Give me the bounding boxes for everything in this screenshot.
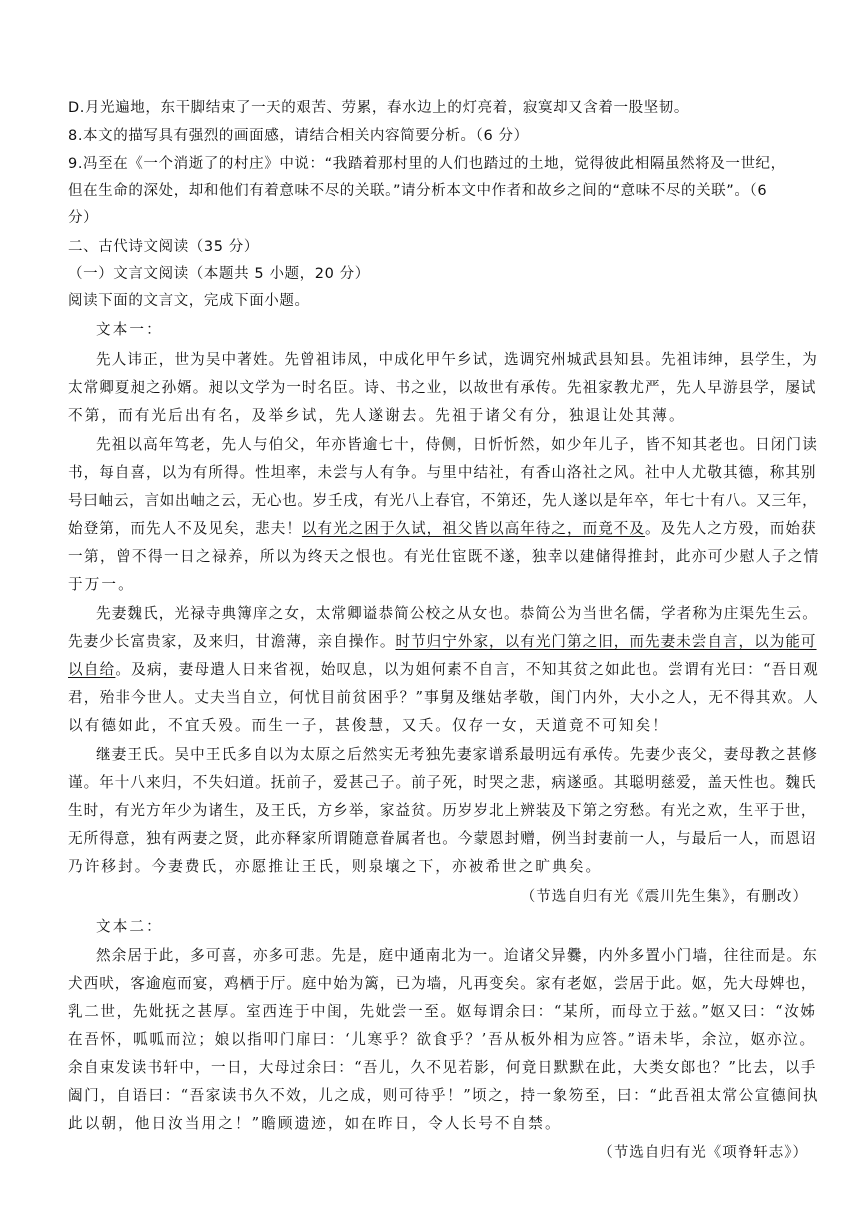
underlined-sentence: 以有光之困于久试，祖父皆以高年待之，而竟不及 (301, 520, 645, 537)
text2-p1-line: 阖门，自语曰：“吾家读书久不效，儿之成，则可待乎！”顷之，持一象笏至，曰：“此吾祖太常公宣德间执 (68, 1087, 820, 1104)
section-subtitle: （一）文言文阅读（本题共 5 小题，20 分） (68, 266, 370, 282)
text1-p4-line: 谨。年十八来归，不失妇道。抚前子，爱甚己子。前子死，时哭之悲，病遂亟。其聪明慈爱，盖天性也。魏氏 (68, 774, 817, 791)
text1-label: 文本一： (96, 321, 163, 338)
text1-p3-line: 先妻魏氏，光禄寺典簿庠之女，太常卿谥恭简公校之从女也。恭简公为当世名儒，学者称为庄渠先生云。 (96, 605, 818, 622)
text1-p3-line: 君，殆非今世人。丈夫当自立，何忧目前贫困乎？”事舅及继姑孝敬，闺门内外，大小之人，无不得其欢。人 (68, 689, 819, 706)
text2-p1-line: 此以朝，他日汝当用之！”瞻顾遗迹，如在昨日，令人长号不自禁。 (68, 1115, 562, 1132)
text2-p1-line: 乳二世，先妣抚之甚厚。室西连于中闺，先妣尝一至。妪每谓余曰：“某所，而母立于兹。”妪又曰：“汝姊 (68, 1003, 817, 1020)
text1-p3-line: 以有德如此，不宜夭殁。而生一子，甚俊慧，又夭。仅存一女，天道竟不可知矣！ (68, 717, 669, 734)
text-run: 始登第，而先人不及见矣，悲夫！ (68, 520, 302, 537)
text1-p4-line: 生时，有光方年少为诸生，及王氏，方乡举，家益贫。历岁岁北上辨装及下第之穷愁。有光之欢，生平于世， (68, 802, 817, 819)
text1-p2-line: 号曰岫云，言如出岫之云，无心也。岁壬戌，有光八上春官，不第还，先人遂以是年卒，年七十有八。又三年， (68, 492, 818, 509)
text1-p3-line-underlined (68, 658, 819, 679)
text1-p3-line-underlined (68, 630, 817, 651)
text2-label: 文本二： (96, 918, 163, 935)
text1-source: （节选自归有光《震川先生集》，有删改） (520, 889, 808, 905)
text1-p2-line: 于万一。 (68, 576, 135, 593)
underlined-sentence: 时节归宁外家，以有光门第之旧，而先妻未尝自言，以为能可 (395, 633, 817, 650)
text1-p2-line: 一第，曾不得一日之禄养，所以为终天之恨也。有光仕宦既不遂，独幸以建储得推封，此亦可少慰人子之情 (68, 548, 820, 565)
question-8: 8.本文的描写具有强烈的画面感，请结合相关内容简要分析。（6 分） (68, 128, 529, 144)
text1-p2-line: 先祖以高年笃老，先人与伯父，年亦皆逾七十，侍侧，日忻忻然，如少年儿子，皆不知其老也。日闭门读 (96, 436, 818, 453)
section-title: 二、古代诗文阅读（35 分） (68, 239, 259, 255)
text1-p2-line: 书，每自喜，以为有所得。性坦率，未尝与人有争。与里中结社，有香山洛社之风。社中人尤敬其德，称其别 (68, 464, 817, 481)
text-run: 先妻少长富贵家，及来归，甘澹薄，亲自操作。 (68, 633, 396, 650)
text-run: 。及病，妻母遣人日来省视，始叹息，以为姐何素不自言，不知其贫之如此也。尝谓有光曰：“吾日观 (115, 661, 819, 678)
option-d: D.月光遍地，东干脚结束了一天的艰苦、劳累，春水边上的灯亮着，寂寞却又含着一股坚韧。 (68, 100, 689, 116)
text1-p1-line: 不第，而有光后出有名，及举乡试，先人遂谢去。先祖于诸父有分，独退让处其薄。 (68, 407, 686, 424)
underlined-sentence: 以自给 (68, 661, 116, 678)
question-9-line1: 9.冯至在《一个消逝了的村庄》中说：“我踏着那村里的人们也踏过的土地，觉得彼此相隔虽然将及一世纪， (68, 156, 786, 172)
text1-p1-line: 太常卿夏昶之孙婿。昶以文学为一时名臣。诗、书之业，以故世有承传。先祖家教尤严，先人早游县学，屡试 (68, 379, 817, 396)
section-instruction: 阅读下面的文言文，完成下面小题。 (68, 293, 310, 309)
text2-p1-line: 余自束发读书轩中，一日，大母过余曰：“吾儿，久不见若影，何竟日默默在此，大类女郎也？”比去，以手 (68, 1059, 817, 1076)
text2-p1-line: 在吾怀，呱呱而泣；娘以指叩门扉曰：‘儿寒乎？欲食乎？’吾从板外相为应答。”语未毕，余泣，妪亦泣。 (68, 1031, 816, 1048)
text2-p1-line: 然余居于此，多可喜，亦多可悲。先是，庭中通南北为一。迨诸父异爨，内外多置小门墙，往往而是。东 (96, 947, 818, 964)
question-9-line2: 但在生命的深处，却和他们有着意味不尽的关联。”请分析本文中作者和故乡之间的“意味不尽的关联”。（6 (68, 183, 768, 199)
text-run: 。及先人之方殁，而始获 (645, 520, 817, 537)
text1-p1-line: 先人讳正，世为吴中著姓。先曾祖讳凤，中成化甲午乡试，选调究州城武县知县。先祖讳绅，县学生，为 (96, 351, 818, 368)
text1-p2-line-underlined (68, 517, 817, 538)
text1-p4-line: 无所得意，独有两妻之贤，此亦释家所谓随意眷属者也。今蒙恩封赠，例当封妻前一人，与最后一人，而恩诏 (68, 830, 817, 847)
text1-p4-line: 继妻王氏。吴中王氏多自以为太原之后然实无考独先妻家谱系最明远有承传。先妻少丧父，妻母教之甚修 (96, 746, 818, 763)
text2-p1-line: 犬西吠，客逾庖而宴，鸡栖于厅。庭中始为篱，已为墙，凡再变矣。家有老妪，尝居于此。妪，先大母婢也， (68, 975, 817, 992)
text1-p4-line: 乃许移封。今妻费氏，亦愿推让王氏，则泉壤之下，亦被希世之旷典矣。 (68, 858, 603, 875)
question-9-line3: 分） (68, 210, 99, 226)
text2-source: （节选自归有光《项脊轩志》） (598, 1145, 808, 1161)
